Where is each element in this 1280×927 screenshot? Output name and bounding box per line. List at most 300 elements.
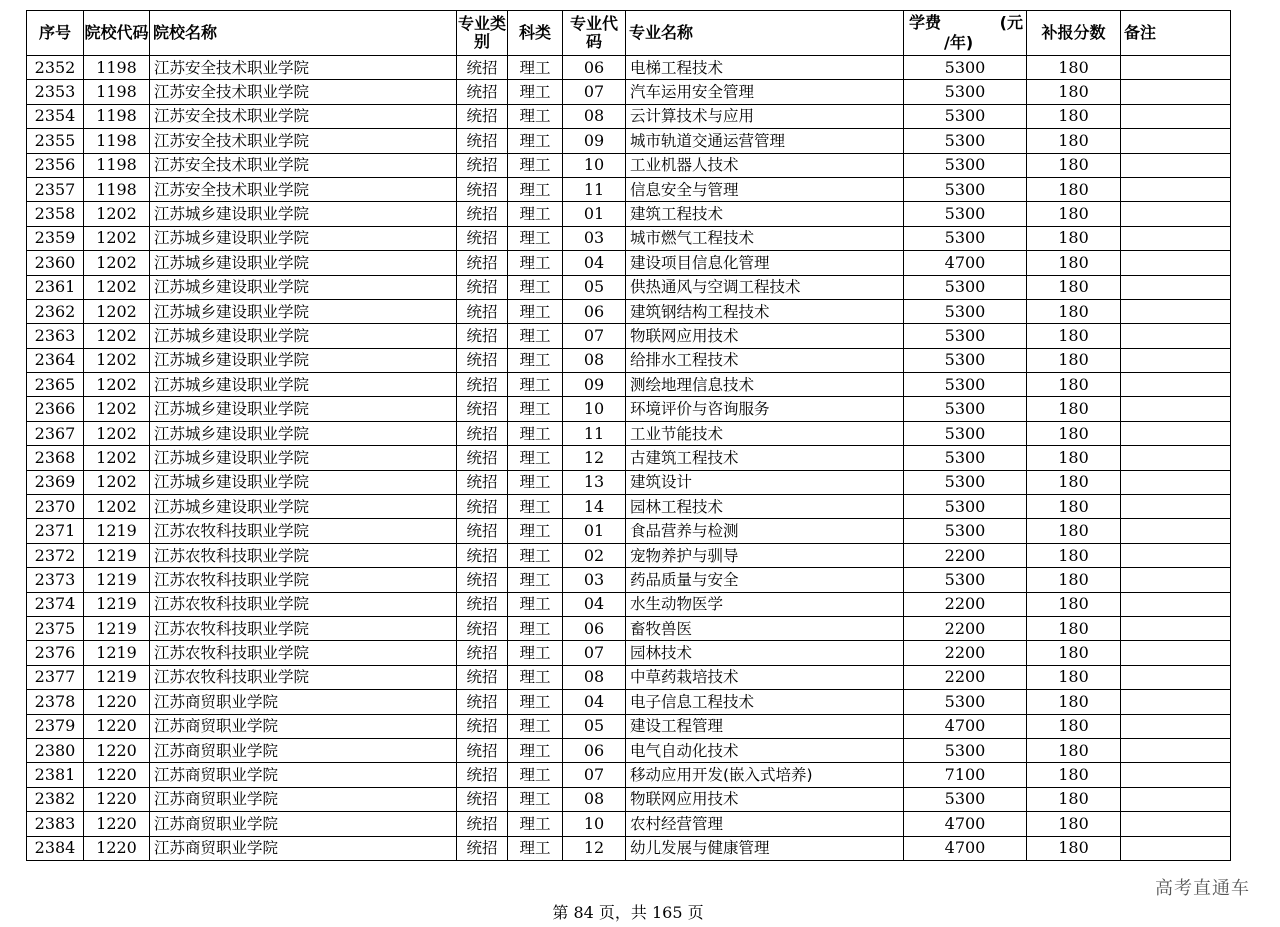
cell-major-code: 07 bbox=[563, 641, 626, 665]
cell-major-name: 中草药栽培技术 bbox=[626, 665, 904, 689]
cell-note bbox=[1121, 641, 1231, 665]
table-row bbox=[27, 80, 1231, 104]
cell-seq: 2380 bbox=[27, 738, 84, 762]
cell-note bbox=[1121, 348, 1231, 372]
cell-seq: 2377 bbox=[27, 665, 84, 689]
cell-note bbox=[1121, 470, 1231, 494]
table-row bbox=[27, 836, 1231, 860]
cell-note bbox=[1121, 275, 1231, 299]
cell-category: 理工 bbox=[508, 836, 563, 860]
cell-major-code: 02 bbox=[563, 543, 626, 567]
header-score: 补报分数 bbox=[1027, 11, 1121, 56]
cell-school-name: 江苏商贸职业学院 bbox=[150, 812, 457, 836]
cell-seq: 2356 bbox=[27, 153, 84, 177]
cell-seq: 2366 bbox=[27, 397, 84, 421]
cell-score: 180 bbox=[1027, 616, 1121, 640]
table-row bbox=[27, 787, 1231, 811]
cell-category: 理工 bbox=[508, 56, 563, 80]
cell-fee: 4700 bbox=[904, 836, 1027, 860]
cell-school-name: 江苏商贸职业学院 bbox=[150, 836, 457, 860]
cell-category: 理工 bbox=[508, 495, 563, 519]
cell-major-code: 14 bbox=[563, 495, 626, 519]
header-note: 备注 bbox=[1121, 11, 1231, 56]
table-row bbox=[27, 251, 1231, 275]
cell-school-name: 江苏安全技术职业学院 bbox=[150, 129, 457, 153]
cell-major-code: 06 bbox=[563, 616, 626, 640]
cell-note bbox=[1121, 299, 1231, 323]
cell-score: 180 bbox=[1027, 787, 1121, 811]
cell-category: 理工 bbox=[508, 568, 563, 592]
cell-fee: 5300 bbox=[904, 324, 1027, 348]
cell-category: 理工 bbox=[508, 641, 563, 665]
cell-school-code: 1202 bbox=[84, 348, 150, 372]
table-row bbox=[27, 202, 1231, 226]
cell-major-type: 统招 bbox=[457, 299, 508, 323]
cell-seq: 2369 bbox=[27, 470, 84, 494]
cell-category: 理工 bbox=[508, 665, 563, 689]
cell-seq: 2352 bbox=[27, 56, 84, 80]
cell-school-name: 江苏农牧科技职业学院 bbox=[150, 543, 457, 567]
cell-major-code: 12 bbox=[563, 446, 626, 470]
cell-major-code: 04 bbox=[563, 592, 626, 616]
cell-note bbox=[1121, 397, 1231, 421]
cell-school-code: 1220 bbox=[84, 690, 150, 714]
cell-fee: 5300 bbox=[904, 397, 1027, 421]
cell-category: 理工 bbox=[508, 80, 563, 104]
table-row bbox=[27, 714, 1231, 738]
cell-major-type: 统招 bbox=[457, 226, 508, 250]
table-row bbox=[27, 177, 1231, 201]
cell-school-code: 1219 bbox=[84, 641, 150, 665]
cell-major-code: 06 bbox=[563, 56, 626, 80]
cell-school-code: 1202 bbox=[84, 495, 150, 519]
cell-major-name: 药品质量与安全 bbox=[626, 568, 904, 592]
cell-school-name: 江苏安全技术职业学院 bbox=[150, 56, 457, 80]
cell-category: 理工 bbox=[508, 324, 563, 348]
cell-school-code: 1202 bbox=[84, 202, 150, 226]
cell-major-code: 07 bbox=[563, 324, 626, 348]
header-category: 科类 bbox=[508, 11, 563, 56]
cell-score: 180 bbox=[1027, 251, 1121, 275]
cell-school-code: 1219 bbox=[84, 665, 150, 689]
cell-fee: 2200 bbox=[904, 543, 1027, 567]
cell-major-code: 09 bbox=[563, 373, 626, 397]
table-row bbox=[27, 104, 1231, 128]
cell-major-name: 建设项目信息化管理 bbox=[626, 251, 904, 275]
cell-seq: 2361 bbox=[27, 275, 84, 299]
cell-major-code: 07 bbox=[563, 763, 626, 787]
cell-major-code: 11 bbox=[563, 421, 626, 445]
cell-school-code: 1202 bbox=[84, 251, 150, 275]
admission-table-container bbox=[26, 10, 1230, 861]
cell-note bbox=[1121, 324, 1231, 348]
cell-major-code: 03 bbox=[563, 568, 626, 592]
cell-major-code: 04 bbox=[563, 690, 626, 714]
cell-major-type: 统招 bbox=[457, 202, 508, 226]
cell-major-type: 统招 bbox=[457, 104, 508, 128]
cell-score: 180 bbox=[1027, 543, 1121, 567]
cell-note bbox=[1121, 714, 1231, 738]
cell-score: 180 bbox=[1027, 153, 1121, 177]
cell-school-name: 江苏商贸职业学院 bbox=[150, 738, 457, 762]
cell-category: 理工 bbox=[508, 519, 563, 543]
cell-major-code: 10 bbox=[563, 397, 626, 421]
cell-note bbox=[1121, 421, 1231, 445]
cell-major-name: 幼儿发展与健康管理 bbox=[626, 836, 904, 860]
cell-school-name: 江苏商贸职业学院 bbox=[150, 787, 457, 811]
table-row bbox=[27, 56, 1231, 80]
cell-category: 理工 bbox=[508, 202, 563, 226]
cell-school-name: 江苏城乡建设职业学院 bbox=[150, 470, 457, 494]
cell-category: 理工 bbox=[508, 177, 563, 201]
cell-seq: 2375 bbox=[27, 616, 84, 640]
cell-score: 180 bbox=[1027, 836, 1121, 860]
cell-note bbox=[1121, 226, 1231, 250]
cell-seq: 2382 bbox=[27, 787, 84, 811]
cell-major-type: 统招 bbox=[457, 665, 508, 689]
table-body bbox=[27, 56, 1231, 861]
cell-school-code: 1220 bbox=[84, 738, 150, 762]
cell-score: 180 bbox=[1027, 129, 1121, 153]
cell-score: 180 bbox=[1027, 641, 1121, 665]
cell-score: 180 bbox=[1027, 665, 1121, 689]
cell-fee: 2200 bbox=[904, 616, 1027, 640]
table-row bbox=[27, 690, 1231, 714]
cell-school-name: 江苏农牧科技职业学院 bbox=[150, 592, 457, 616]
cell-score: 180 bbox=[1027, 226, 1121, 250]
cell-major-code: 10 bbox=[563, 153, 626, 177]
cell-school-name: 江苏城乡建设职业学院 bbox=[150, 202, 457, 226]
table-row bbox=[27, 446, 1231, 470]
table-row bbox=[27, 373, 1231, 397]
cell-school-code: 1220 bbox=[84, 787, 150, 811]
table-row bbox=[27, 153, 1231, 177]
cell-major-type: 统招 bbox=[457, 470, 508, 494]
cell-seq: 2383 bbox=[27, 812, 84, 836]
cell-major-name: 建设工程管理 bbox=[626, 714, 904, 738]
cell-major-code: 11 bbox=[563, 177, 626, 201]
cell-note bbox=[1121, 543, 1231, 567]
table-row bbox=[27, 616, 1231, 640]
cell-category: 理工 bbox=[508, 592, 563, 616]
cell-major-type: 统招 bbox=[457, 177, 508, 201]
cell-fee: 5300 bbox=[904, 104, 1027, 128]
cell-major-name: 电气自动化技术 bbox=[626, 738, 904, 762]
cell-score: 180 bbox=[1027, 690, 1121, 714]
cell-fee: 7100 bbox=[904, 763, 1027, 787]
cell-major-code: 12 bbox=[563, 836, 626, 860]
cell-score: 180 bbox=[1027, 519, 1121, 543]
cell-category: 理工 bbox=[508, 738, 563, 762]
cell-fee: 5300 bbox=[904, 202, 1027, 226]
cell-school-name: 江苏安全技术职业学院 bbox=[150, 104, 457, 128]
cell-school-code: 1219 bbox=[84, 592, 150, 616]
cell-major-code: 07 bbox=[563, 80, 626, 104]
cell-school-name: 江苏商贸职业学院 bbox=[150, 714, 457, 738]
cell-score: 180 bbox=[1027, 812, 1121, 836]
cell-school-name: 江苏商贸职业学院 bbox=[150, 763, 457, 787]
cell-major-name: 建筑设计 bbox=[626, 470, 904, 494]
cell-category: 理工 bbox=[508, 421, 563, 445]
cell-category: 理工 bbox=[508, 275, 563, 299]
cell-seq: 2373 bbox=[27, 568, 84, 592]
cell-major-name: 给排水工程技术 bbox=[626, 348, 904, 372]
cell-score: 180 bbox=[1027, 397, 1121, 421]
cell-category: 理工 bbox=[508, 348, 563, 372]
cell-major-name: 供热通风与空调工程技术 bbox=[626, 275, 904, 299]
cell-note bbox=[1121, 519, 1231, 543]
cell-major-type: 统招 bbox=[457, 421, 508, 445]
cell-note bbox=[1121, 129, 1231, 153]
admission-table bbox=[26, 10, 1231, 861]
header-fee-unit-close: /年) bbox=[944, 33, 974, 52]
cell-seq: 2360 bbox=[27, 251, 84, 275]
cell-school-name: 江苏商贸职业学院 bbox=[150, 690, 457, 714]
cell-fee: 4700 bbox=[904, 812, 1027, 836]
cell-seq: 2353 bbox=[27, 80, 84, 104]
header-school-code: 院校代码 bbox=[84, 11, 150, 56]
cell-fee: 5300 bbox=[904, 421, 1027, 445]
table-row bbox=[27, 470, 1231, 494]
cell-seq: 2384 bbox=[27, 836, 84, 860]
cell-major-name: 电子信息工程技术 bbox=[626, 690, 904, 714]
cell-category: 理工 bbox=[508, 129, 563, 153]
cell-school-name: 江苏农牧科技职业学院 bbox=[150, 665, 457, 689]
cell-school-name: 江苏城乡建设职业学院 bbox=[150, 397, 457, 421]
cell-note bbox=[1121, 568, 1231, 592]
cell-school-code: 1202 bbox=[84, 397, 150, 421]
cell-major-code: 13 bbox=[563, 470, 626, 494]
cell-major-type: 统招 bbox=[457, 787, 508, 811]
cell-category: 理工 bbox=[508, 397, 563, 421]
cell-seq: 2378 bbox=[27, 690, 84, 714]
cell-seq: 2368 bbox=[27, 446, 84, 470]
cell-major-type: 统招 bbox=[457, 495, 508, 519]
cell-fee: 2200 bbox=[904, 665, 1027, 689]
cell-seq: 2358 bbox=[27, 202, 84, 226]
cell-score: 180 bbox=[1027, 177, 1121, 201]
cell-seq: 2357 bbox=[27, 177, 84, 201]
cell-fee: 5300 bbox=[904, 177, 1027, 201]
cell-school-name: 江苏城乡建设职业学院 bbox=[150, 421, 457, 445]
cell-major-name: 工业机器人技术 bbox=[626, 153, 904, 177]
cell-major-name: 汽车运用安全管理 bbox=[626, 80, 904, 104]
cell-fee: 5300 bbox=[904, 787, 1027, 811]
cell-school-name: 江苏农牧科技职业学院 bbox=[150, 568, 457, 592]
table-row bbox=[27, 421, 1231, 445]
cell-major-code: 08 bbox=[563, 665, 626, 689]
cell-school-name: 江苏城乡建设职业学院 bbox=[150, 324, 457, 348]
cell-school-name: 江苏安全技术职业学院 bbox=[150, 153, 457, 177]
cell-fee: 5300 bbox=[904, 446, 1027, 470]
cell-school-code: 1220 bbox=[84, 812, 150, 836]
cell-note bbox=[1121, 177, 1231, 201]
cell-major-type: 统招 bbox=[457, 519, 508, 543]
cell-major-type: 统招 bbox=[457, 690, 508, 714]
cell-school-code: 1202 bbox=[84, 275, 150, 299]
cell-category: 理工 bbox=[508, 153, 563, 177]
cell-score: 180 bbox=[1027, 299, 1121, 323]
cell-fee: 5300 bbox=[904, 738, 1027, 762]
cell-note bbox=[1121, 787, 1231, 811]
cell-major-name: 物联网应用技术 bbox=[626, 324, 904, 348]
cell-major-type: 统招 bbox=[457, 836, 508, 860]
cell-seq: 2372 bbox=[27, 543, 84, 567]
cell-score: 180 bbox=[1027, 324, 1121, 348]
cell-category: 理工 bbox=[508, 373, 563, 397]
table-row bbox=[27, 738, 1231, 762]
cell-category: 理工 bbox=[508, 690, 563, 714]
cell-score: 180 bbox=[1027, 592, 1121, 616]
cell-major-type: 统招 bbox=[457, 738, 508, 762]
cell-fee: 5300 bbox=[904, 690, 1027, 714]
cell-category: 理工 bbox=[508, 226, 563, 250]
cell-major-type: 统招 bbox=[457, 641, 508, 665]
cell-category: 理工 bbox=[508, 714, 563, 738]
cell-fee: 5300 bbox=[904, 299, 1027, 323]
cell-major-name: 园林技术 bbox=[626, 641, 904, 665]
cell-fee: 5300 bbox=[904, 519, 1027, 543]
cell-fee: 5300 bbox=[904, 129, 1027, 153]
cell-seq: 2354 bbox=[27, 104, 84, 128]
table-row bbox=[27, 665, 1231, 689]
cell-fee: 5300 bbox=[904, 495, 1027, 519]
page-number: 第 84 页，共 165 页 bbox=[552, 903, 704, 922]
cell-major-code: 09 bbox=[563, 129, 626, 153]
cell-score: 180 bbox=[1027, 763, 1121, 787]
cell-seq: 2364 bbox=[27, 348, 84, 372]
header-major-type: 专业类别 bbox=[457, 11, 508, 56]
cell-category: 理工 bbox=[508, 470, 563, 494]
cell-major-name: 测绘地理信息技术 bbox=[626, 373, 904, 397]
cell-fee: 2200 bbox=[904, 592, 1027, 616]
cell-score: 180 bbox=[1027, 738, 1121, 762]
header-fee-unit-open: (元 bbox=[999, 13, 1023, 32]
cell-seq: 2376 bbox=[27, 641, 84, 665]
cell-major-name: 城市轨道交通运营管理 bbox=[626, 129, 904, 153]
cell-major-type: 统招 bbox=[457, 616, 508, 640]
cell-school-code: 1198 bbox=[84, 153, 150, 177]
cell-seq: 2381 bbox=[27, 763, 84, 787]
cell-major-name: 电梯工程技术 bbox=[626, 56, 904, 80]
cell-seq: 2365 bbox=[27, 373, 84, 397]
cell-score: 180 bbox=[1027, 56, 1121, 80]
table-row bbox=[27, 641, 1231, 665]
cell-school-name: 江苏城乡建设职业学院 bbox=[150, 275, 457, 299]
cell-category: 理工 bbox=[508, 251, 563, 275]
cell-major-code: 05 bbox=[563, 714, 626, 738]
cell-school-name: 江苏城乡建设职业学院 bbox=[150, 495, 457, 519]
header-seq: 序号 bbox=[27, 11, 84, 56]
cell-major-code: 01 bbox=[563, 202, 626, 226]
cell-school-code: 1202 bbox=[84, 421, 150, 445]
cell-major-name: 古建筑工程技术 bbox=[626, 446, 904, 470]
cell-major-type: 统招 bbox=[457, 446, 508, 470]
cell-major-type: 统招 bbox=[457, 153, 508, 177]
table-row bbox=[27, 275, 1231, 299]
cell-school-name: 江苏安全技术职业学院 bbox=[150, 80, 457, 104]
cell-major-type: 统招 bbox=[457, 80, 508, 104]
cell-major-type: 统招 bbox=[457, 56, 508, 80]
cell-note bbox=[1121, 373, 1231, 397]
cell-school-code: 1202 bbox=[84, 324, 150, 348]
cell-major-code: 03 bbox=[563, 226, 626, 250]
cell-category: 理工 bbox=[508, 299, 563, 323]
cell-seq: 2359 bbox=[27, 226, 84, 250]
cell-major-name: 物联网应用技术 bbox=[626, 787, 904, 811]
cell-major-name: 建筑工程技术 bbox=[626, 202, 904, 226]
cell-category: 理工 bbox=[508, 543, 563, 567]
cell-school-name: 江苏安全技术职业学院 bbox=[150, 177, 457, 201]
cell-note bbox=[1121, 104, 1231, 128]
cell-school-code: 1202 bbox=[84, 470, 150, 494]
cell-school-code: 1220 bbox=[84, 836, 150, 860]
cell-major-type: 统招 bbox=[457, 812, 508, 836]
cell-note bbox=[1121, 56, 1231, 80]
cell-fee: 4700 bbox=[904, 251, 1027, 275]
cell-major-type: 统招 bbox=[457, 348, 508, 372]
cell-fee: 5300 bbox=[904, 56, 1027, 80]
cell-school-code: 1202 bbox=[84, 299, 150, 323]
cell-note bbox=[1121, 202, 1231, 226]
cell-fee: 5300 bbox=[904, 80, 1027, 104]
table-header-row bbox=[27, 11, 1231, 56]
cell-note bbox=[1121, 592, 1231, 616]
cell-major-code: 08 bbox=[563, 787, 626, 811]
cell-seq: 2367 bbox=[27, 421, 84, 445]
cell-major-type: 统招 bbox=[457, 592, 508, 616]
cell-school-code: 1198 bbox=[84, 80, 150, 104]
cell-fee: 5300 bbox=[904, 568, 1027, 592]
cell-major-name: 水生动物医学 bbox=[626, 592, 904, 616]
cell-school-code: 1202 bbox=[84, 446, 150, 470]
cell-school-name: 江苏城乡建设职业学院 bbox=[150, 373, 457, 397]
cell-note bbox=[1121, 812, 1231, 836]
cell-note bbox=[1121, 495, 1231, 519]
header-fee bbox=[904, 11, 1027, 56]
table-row bbox=[27, 495, 1231, 519]
cell-major-code: 05 bbox=[563, 275, 626, 299]
cell-school-code: 1219 bbox=[84, 568, 150, 592]
cell-major-name: 园林工程技术 bbox=[626, 495, 904, 519]
cell-major-type: 统招 bbox=[457, 568, 508, 592]
table-row bbox=[27, 226, 1231, 250]
header-fee-label: 学费 bbox=[909, 13, 942, 32]
table-row bbox=[27, 129, 1231, 153]
cell-major-type: 统招 bbox=[457, 251, 508, 275]
header-school-name: 院校名称 bbox=[150, 11, 457, 56]
cell-score: 180 bbox=[1027, 421, 1121, 445]
cell-score: 180 bbox=[1027, 275, 1121, 299]
cell-fee: 5300 bbox=[904, 470, 1027, 494]
cell-score: 180 bbox=[1027, 373, 1121, 397]
cell-score: 180 bbox=[1027, 202, 1121, 226]
cell-note bbox=[1121, 80, 1231, 104]
cell-major-name: 食品营养与检测 bbox=[626, 519, 904, 543]
cell-note bbox=[1121, 446, 1231, 470]
cell-fee: 5300 bbox=[904, 226, 1027, 250]
cell-major-name: 农村经营管理 bbox=[626, 812, 904, 836]
cell-major-name: 城市燃气工程技术 bbox=[626, 226, 904, 250]
cell-major-type: 统招 bbox=[457, 397, 508, 421]
cell-score: 180 bbox=[1027, 104, 1121, 128]
cell-score: 180 bbox=[1027, 495, 1121, 519]
cell-note bbox=[1121, 251, 1231, 275]
cell-category: 理工 bbox=[508, 104, 563, 128]
cell-note bbox=[1121, 153, 1231, 177]
cell-major-name: 云计算技术与应用 bbox=[626, 104, 904, 128]
table-row bbox=[27, 519, 1231, 543]
